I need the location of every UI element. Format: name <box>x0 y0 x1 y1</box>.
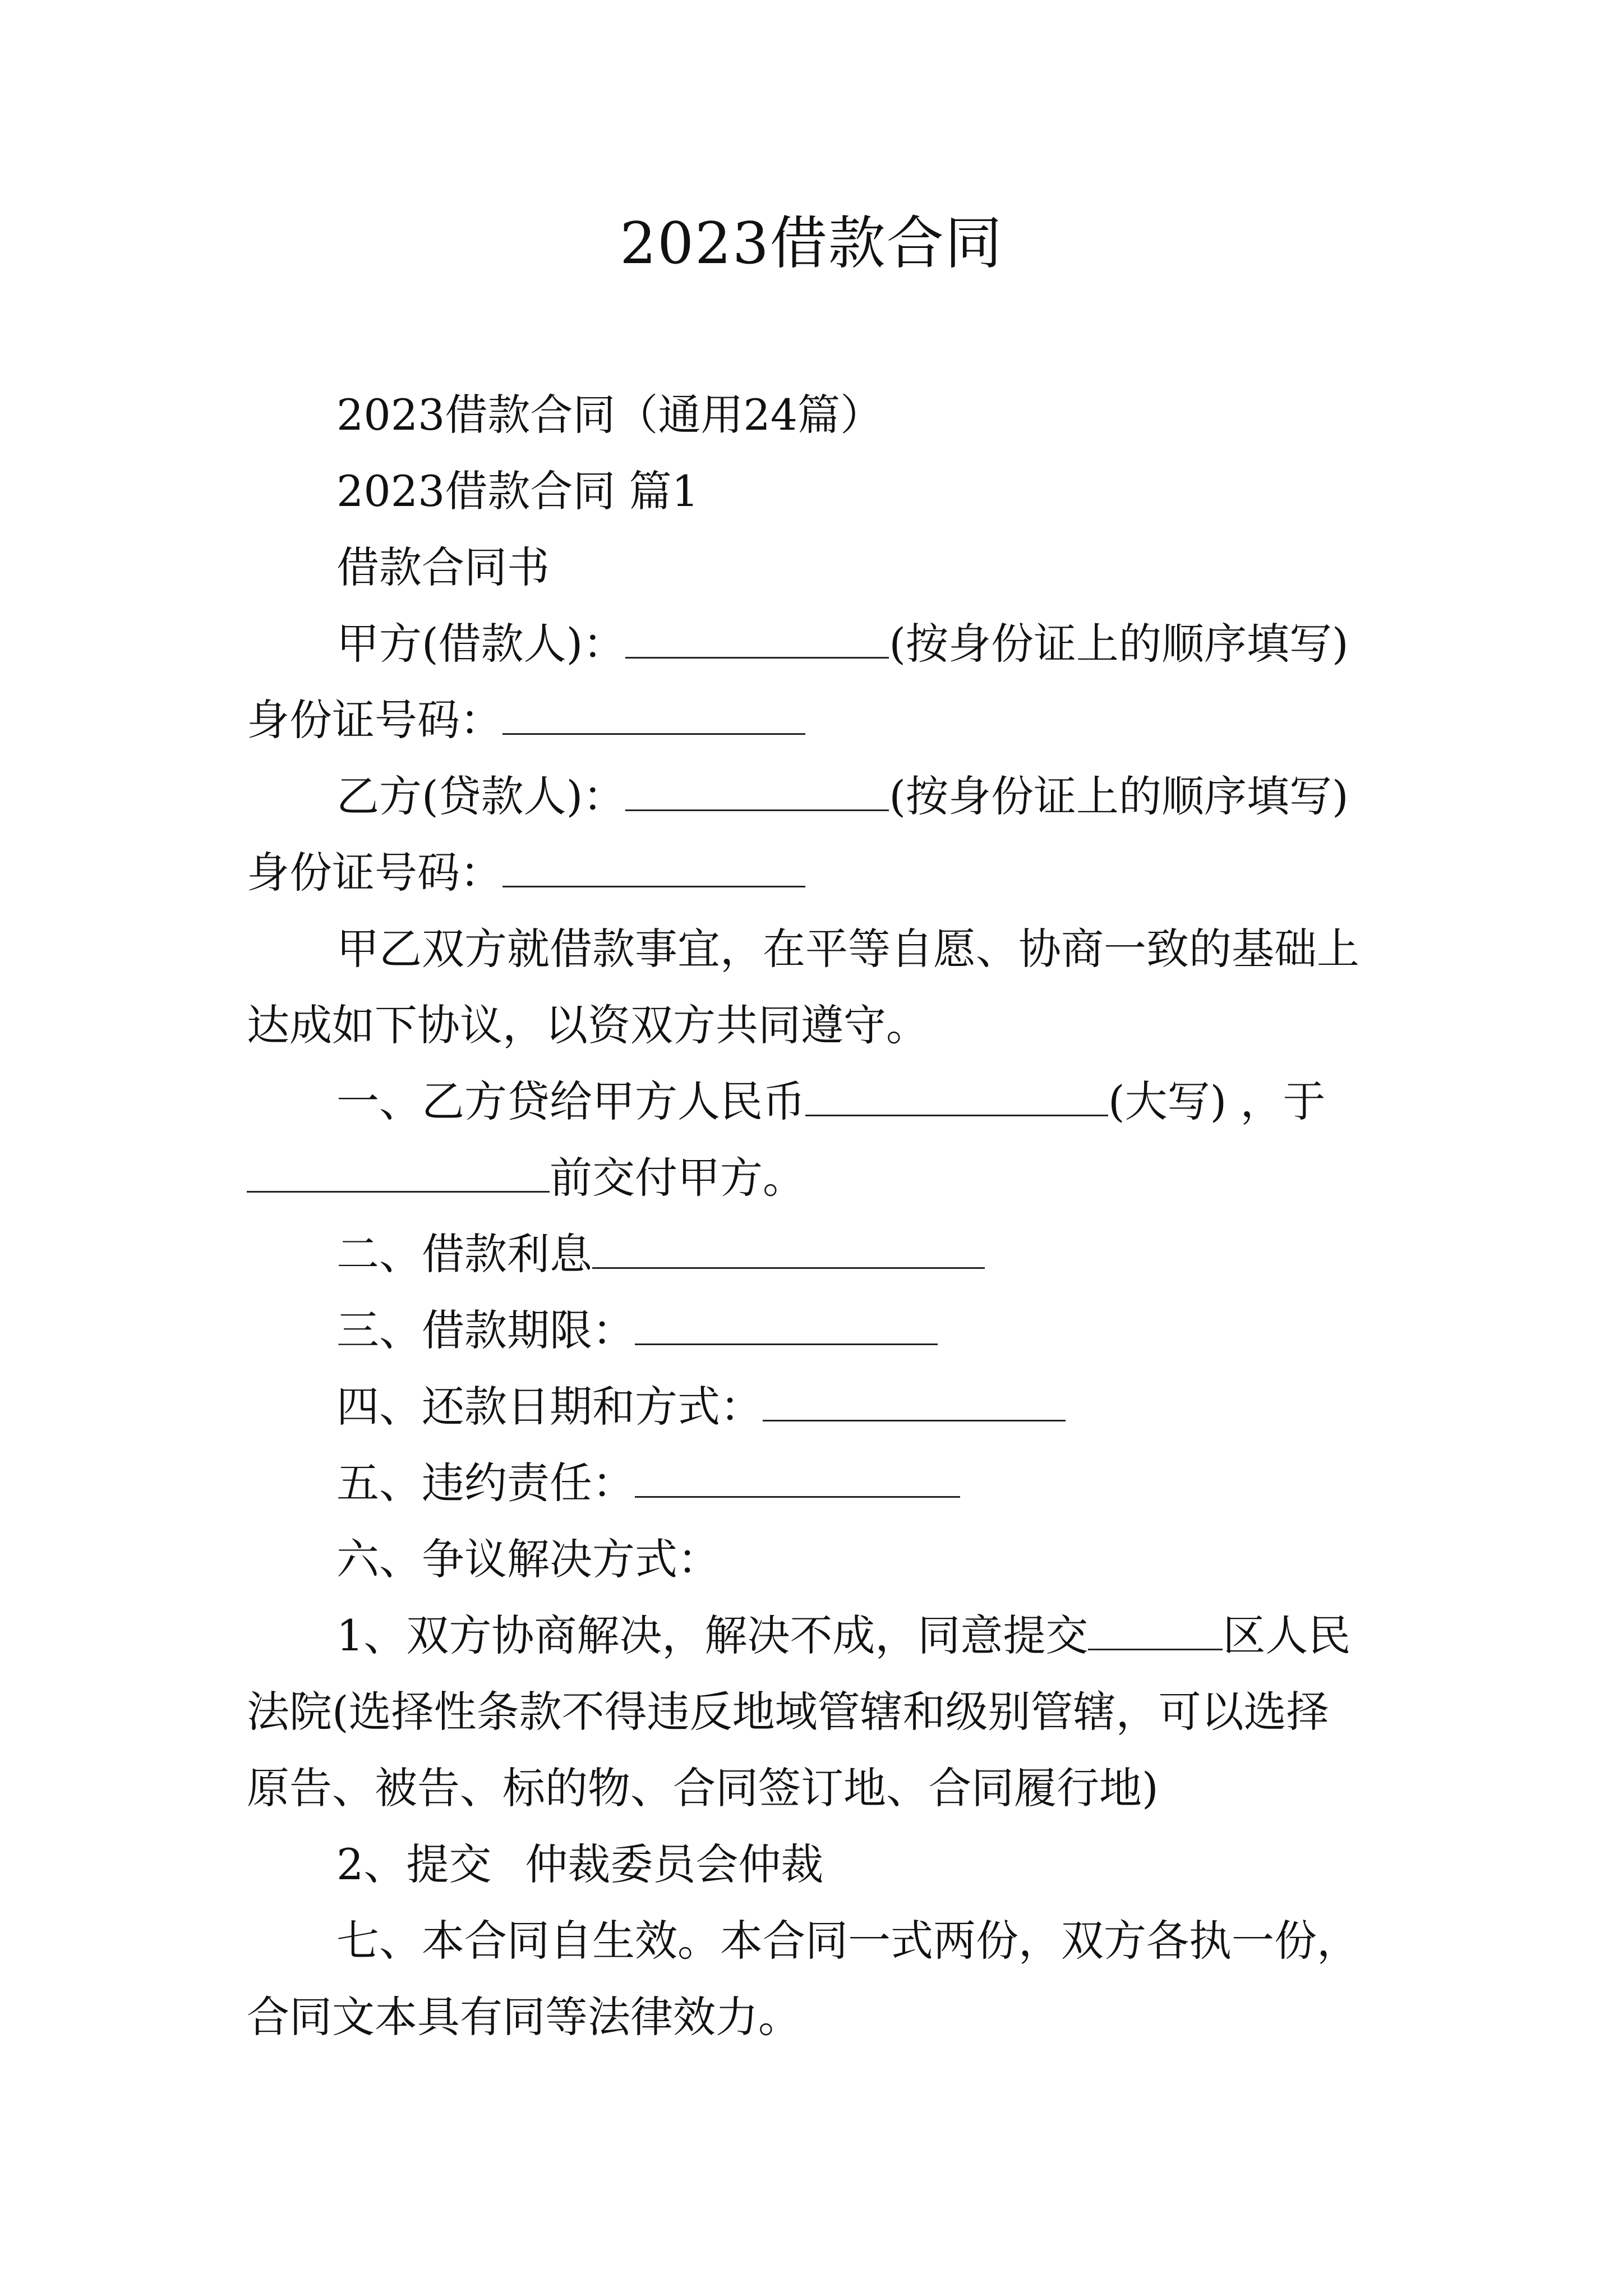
document-title: 2023借款合同 <box>620 210 1003 277</box>
clause-7-text-2: 合同文本具有同等法律效力。 <box>247 1992 801 2042</box>
id-label-a: 身份证号码： <box>247 695 502 745</box>
clause-2-text: 二、借款利息 <box>336 1229 592 1279</box>
clause-6-1-text-line2: 法院(选择性条款不得违反地域管辖和级别管辖，可以选择 <box>247 1687 1329 1737</box>
clause-3-line <box>247 1292 1391 1369</box>
clause-7-text-1: 七、本合同自生效。本合同一式两份，双方各执一份， <box>336 1916 1359 1966</box>
clause-7-line-2 <box>247 1979 1391 2055</box>
clause-7-line-1 <box>247 1903 1391 1979</box>
clause-4-line <box>247 1369 1391 1445</box>
party-a-blank[interactable] <box>625 620 889 659</box>
clause-5-text: 五、违约责任： <box>336 1458 635 1508</box>
clause-1-text-c: 前交付甲方。 <box>550 1153 805 1203</box>
party-a-id-blank[interactable] <box>502 696 805 735</box>
subtitle <box>247 377 1391 453</box>
clause-1-text-a: 一、乙方贷给甲方人民币 <box>336 1076 805 1126</box>
id-label-b: 身份证号码： <box>247 848 502 898</box>
intro-text-1: 甲乙双方就借款事宜，在平等自愿、协商一致的基础上 <box>336 924 1359 974</box>
repayment-blank[interactable] <box>763 1383 1066 1421</box>
party-a-label: 甲方(借款人)： <box>336 619 626 669</box>
clause-6-1-text-line3: 原告、被告、标的物、合同签订地、合同履行地) <box>247 1763 1159 1813</box>
contract-heading <box>247 530 1391 606</box>
contract-heading-text: 借款合同书 <box>336 542 550 592</box>
clause-6-2-text-b: 仲裁委员会仲裁 <box>525 1839 824 1889</box>
interest-blank[interactable] <box>592 1230 985 1269</box>
clause-4-text: 四、还款日期和方式： <box>336 1382 763 1432</box>
clause-1-line-1 <box>247 1064 1391 1140</box>
liability-blank[interactable] <box>635 1459 960 1498</box>
party-b-label: 乙方(贷款人)： <box>336 771 626 821</box>
clause-6-1-line-2 <box>247 1674 1391 1750</box>
party-a-id-line <box>247 682 1391 758</box>
clause-6-1-text-a: 1、双方协商解决，解决不成，同意提交 <box>336 1611 1089 1660</box>
clause-3-text: 三、借款期限： <box>336 1305 635 1355</box>
clause-6-1-line-3 <box>247 1750 1391 1826</box>
clause-6-line <box>247 1521 1391 1598</box>
party-b-note: (按身份证上的顺序填写) <box>889 771 1349 821</box>
intro-text-2: 达成如下协议，以资双方共同遵守。 <box>247 1000 929 1050</box>
clause-6-2-text-a: 2、提交 <box>336 1839 492 1889</box>
subtitle-text: 2023借款合同（通用24篇） <box>336 390 883 440</box>
intro-line-1 <box>247 911 1391 987</box>
clause-1-text-b: (大写) ，于 <box>1108 1076 1326 1126</box>
party-b-blank[interactable] <box>625 772 889 811</box>
clause-6-1-text-b: 区人民 <box>1223 1611 1351 1660</box>
delivery-date-blank[interactable] <box>247 1154 550 1193</box>
clause-6-1-line-1 <box>247 1598 1391 1674</box>
party-b-id-line <box>247 835 1391 911</box>
party-a-note: (按身份证上的顺序填写) <box>889 619 1349 669</box>
section-heading-text: 2023借款合同 篇1 <box>336 466 699 516</box>
clause-2-line <box>247 1216 1391 1292</box>
clause-6-text: 六、争议解决方式： <box>336 1534 720 1584</box>
section-heading <box>247 453 1391 530</box>
court-blank[interactable] <box>1088 1612 1223 1650</box>
loan-amount-blank[interactable] <box>805 1078 1108 1116</box>
party-a-line <box>247 606 1391 682</box>
party-b-id-blank[interactable] <box>502 849 805 887</box>
clause-5-line <box>247 1445 1391 1521</box>
clause-1-line-2 <box>247 1140 1391 1216</box>
intro-line-2 <box>247 987 1391 1064</box>
clause-6-2-line <box>247 1826 1391 1903</box>
loan-term-blank[interactable] <box>635 1306 938 1345</box>
party-b-line <box>247 758 1391 835</box>
